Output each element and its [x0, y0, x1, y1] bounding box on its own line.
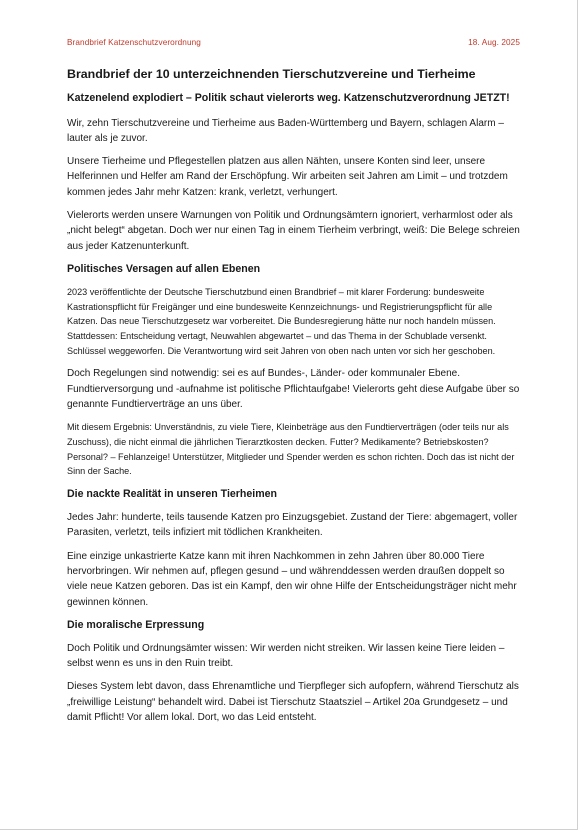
section-heading-politisches-versagen: Politisches Versagen auf allen Ebenen: [67, 262, 261, 275]
document-title: Brandbrief der 10 unterzeichnenden Tierschutzvereine und Tierheime: [67, 67, 476, 81]
intro-paragraph: Unsere Tierheime und Pflegestellen platzen aus allen Nähten, unsere Konten sind leer, unsere Helferinnen und Helfer am Rand der Erschöpfung. Wir arbeiten seit Jahren am Limit – und trotzdem kommen jedes Jahr mehr Katzen: krank, verletzt, verhungert.: [67, 156, 508, 198]
section3-paragraph: Dieses System lebt davon, dass Ehrenamtliche und Tierpfleger sich aufopfern, während Tierschutz als „freiwillige Leistung“ behandelt wird. Dabei ist Tierschutz Staatsziel – Artikel 20a Grundgesetz – und damit Pflicht! Vor allem lokal. Dort, wo das Leid entsteht.: [67, 681, 519, 724]
section2-paragraph: Eine einzige unkastrierte Katze kann mit ihren Nachkommen in zehn Jahren über 80.000 Tiere hervorbringen. Wir nehmen auf, pflegen gesund – und währenddessen werden draußen doppelt so viele neue Katzen geboren. Das ist ein Kampf, den wir ohne Hilfe der Entscheidungsträger nicht mehr gewinnen können.: [67, 550, 517, 608]
document-body: [67, 66, 522, 733]
section1-paragraph: Mit diesem Ergebnis: Unverständnis, zu viele Tiere, Kleinbeträge aus den Fundtierverträgen (oder teils nur als Zuschuss), die nicht einmal die jährlichen Tierarztkosten decken. Futter? Medikamente? Betriebskosten? Personal? – Fehlanzeige! Unterstützer, Mitglieder und Spender werden es schon richten. Doch das ist nicht der Sinn der Sache.: [67, 422, 515, 477]
section2-paragraph: Jedes Jahr: hunderte, teils tausende Katzen pro Einzugsgebiet. Zustand der Tiere: abgemagert, voller Parasiten, verletzt, teils infiziert mit tödlichen Krankheiten.: [67, 512, 518, 539]
section3-paragraph: Doch Politik und Ordnungsämter wissen: Wir werden nicht streiken. Wir lassen keine Tiere leiden – selbst wenn es uns in den Ruin treibt.: [67, 642, 505, 670]
page-header: [67, 38, 520, 47]
document-subtitle: Katzenelend explodiert – Politik schaut vielerorts weg. Katzenschutzverordnung JETZT!: [67, 92, 510, 104]
section-heading-moralische-erpressung: Die moralische Erpressung: [67, 618, 205, 631]
header-document-title: Brandbrief Katzenschutzverordnung: [67, 38, 201, 47]
section1-paragraph: 2023 veröffentlichte der Deutsche Tierschutzbund einen Brandbrief – mit klarer Forderung: bundesweite Kastrationspflicht für Freigänger und eine bundesweite Kennzeichnungs- und Registrierungspflicht für alle Katzen. Das neue Tierschutzgesetz war vorbereitet. Die Bundesregierung hätte nur noch handeln müssen. Stattdessen: Entscheidung vertagt, Neuwahlen abgewartet – und das Thema in der Schublade versenkt. Schlüssel weggeworfen. Die Verantwortung wird seit Jahren von oben nach unten vor sich her geschoben.: [67, 286, 496, 356]
intro-paragraph: Vielerorts werden unsere Warnungen von Politik und Ordnungsämtern ignoriert, verharmlost oder als „nicht belegt“ abgetan. Doch wer nur einen Tag in einem Tierheim verbringt, weiß: Die Belege schreien aus jeder Katzenunterkunft.: [67, 209, 520, 252]
section1-paragraph: Doch Regelungen sind notwendig: sei es auf Bundes-, Länder- oder kommunaler Ebene. Fundtierversorgung und -aufnahme ist politische Pflichtaufgabe! Vielerorts geht diese Aufgabe über so genannte Fundtierverträge an uns über.: [67, 368, 520, 410]
section-heading-nackte-realitaet: Die nackte Realität in unseren Tierheimen: [67, 488, 277, 501]
header-date: 18. Aug. 2025: [468, 38, 520, 47]
intro-paragraph: Wir, zehn Tierschutzvereine und Tierheime aus Baden-Württemberg und Bayern, schlagen Alarm – lauter als je zuvor.: [67, 117, 504, 144]
